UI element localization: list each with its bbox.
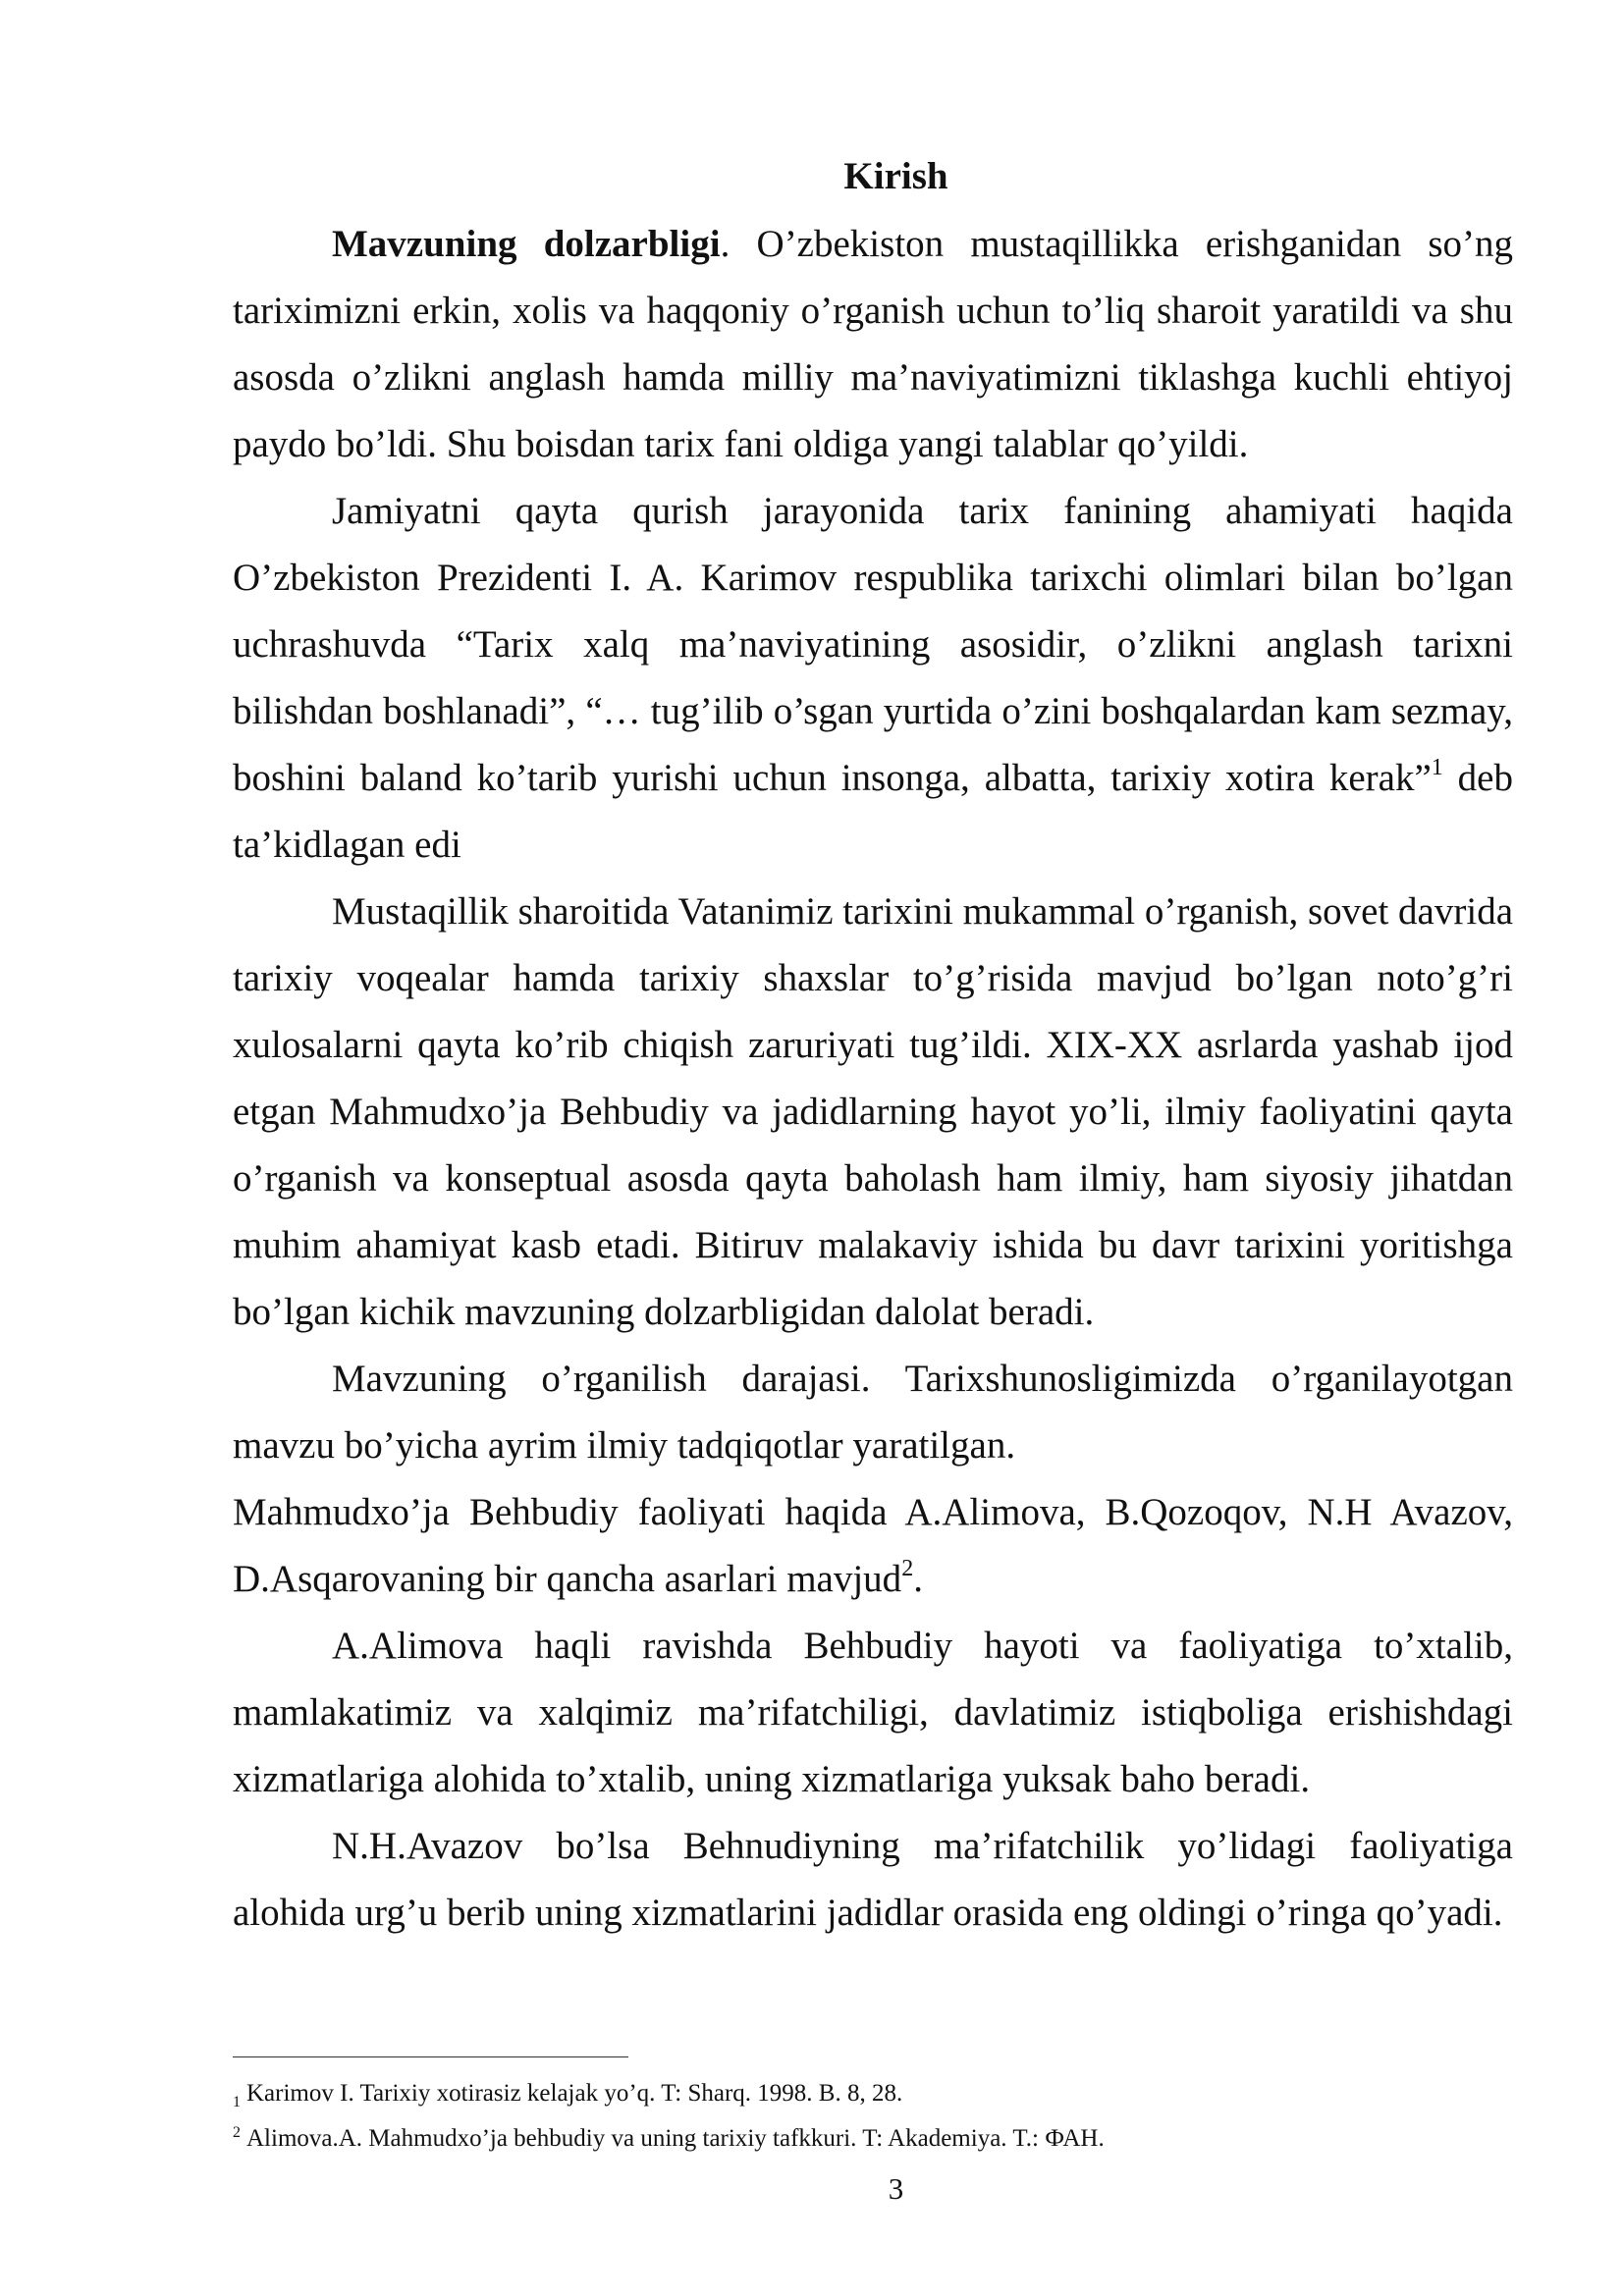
paragraph-authors (233, 1479, 1513, 1613)
footnote-ref-1[interactable]: 1 (1431, 755, 1443, 780)
paragraph-text-tail: . (913, 1558, 923, 1600)
footnote-1 (233, 2071, 1513, 2116)
footnotes (233, 2071, 1513, 2162)
page-number: 3 (888, 2171, 904, 2206)
paragraph-text: Mahmudxo’ja Behbudiy faoliyati haqida A.Alimova, B.Qozoqov, N.H Avazov, D.Asqarovaning bir qancha asarlari mavjud (233, 1491, 1513, 1600)
paragraph-text: Mavzuning o’rganilish darajasi. Tarixshunosligimizda o’rganilayotgan mavzu bo’yicha ayrim ilmiy tadqiqotlar yaratilgan. (233, 1358, 1513, 1467)
paragraph-avazov (233, 1813, 1513, 1947)
paragraph-karimov-quote (233, 478, 1513, 879)
paragraph-text: A.Alimova haqli ravishda Behbudiy hayoti va faoliyatiga to’xtalib, mamlakatimiz va xalqimiz ma’rifatchiligi, davlatimiz istiqboliga erishishdagi xizmatlariga alohida to’xtalib, uning xizmatlariga yuksak baho beradi. (233, 1625, 1513, 1800)
footnote-mark: 2 (233, 2123, 241, 2141)
footnote-text: Alimova.A. Mahmudxo’ja behbudiy va uning tarixiy tafkkuri. T: Akademiya. T.: ФАН. (246, 2125, 1105, 2152)
footnote-mark: 1 (233, 2094, 241, 2110)
footnote-divider (233, 2056, 628, 2057)
paragraph-alimova (233, 1613, 1513, 1813)
paragraph-text: Mustaqillik sharoitida Vatanimiz tarixini mukammal o’rganish, sovet davrida tarixiy voqealar hamda tarixiy shaxslar to’g’risida mavjud bo’lgan noto’g’ri xulosalarni qayta ko’rib chiqish zaruriyati tug’ildi. XIX-XX asrlarda yashab ijod etgan Mahmudxo’ja Behbudiy va jadidlarning hayot yo’li, ilmiy faoliyatini qayta o’rganish va konseptual asosda qayta baholash ham ilmiy, ham siyosiy jihatdan muhim ahamiyat kasb etadi. Bitiruv malakaviy ishida bu davr tarixini yoritishga bo’lgan kichik mavzuning dolzarbligidan dalolat beradi. (233, 890, 1514, 1333)
paragraph-independence (233, 879, 1513, 1346)
section-lead: Mavzuning dolzarbligi (332, 223, 721, 265)
paragraph-text-tail: deb ta’kidlagan edi (233, 757, 1513, 866)
paragraph-study-degree (233, 1346, 1513, 1479)
footnote-2 (233, 2116, 1513, 2162)
page-title: Kirish (843, 155, 948, 197)
footnote-text: Karimov I. Tarixiy xotirasiz kelajak yo’q. T: Sharq. 1998. B. 8, 28. (246, 2080, 903, 2107)
document-body (233, 211, 1513, 1947)
paragraph-text: Jamiyatni qayta qurish jarayonida tarix fanining ahamiyati haqida O’zbekiston Prezidenti I. A. Karimov respublika tarixchi olimlari bilan bo’lgan uchrashuvda “Tarix xalq ma’naviyatining asosidir, o’zlikni anglash tarixni bilishdan boshlanadi”, “… tug’ilib o’sgan yurtida o’zini boshqalardan kam sezmay, boshini baland ko’tarib yurishi uchun insonga, albatta, tarixiy xotira kerak” (233, 490, 1513, 799)
paragraph-text: . O’zbekiston mustaqillikka erishganidan so’ng tariximizni erkin, xolis va haqqoniy o’rganish uchun to’liq sharoit yaratildi va shu asosda o’zlikni anglash hamda milliy ma’naviyatimizni tiklashga kuchli ehtiyoj paydo bo’ldi. Shu boisdan tarix fani oldiga yangi talablar qo’yildi. (233, 223, 1513, 465)
paragraph-relevance (233, 211, 1513, 478)
paragraph-text: N.H.Avazov bo’lsa Behnudiyning ma’rifatchilik yo’lidagi faoliyatiga alohida urg’u berib uning xizmatlarini jadidlar orasida eng oldingi o’ringa qo’yadi. (233, 1825, 1513, 1934)
footnote-ref-2[interactable]: 2 (901, 1556, 914, 1581)
